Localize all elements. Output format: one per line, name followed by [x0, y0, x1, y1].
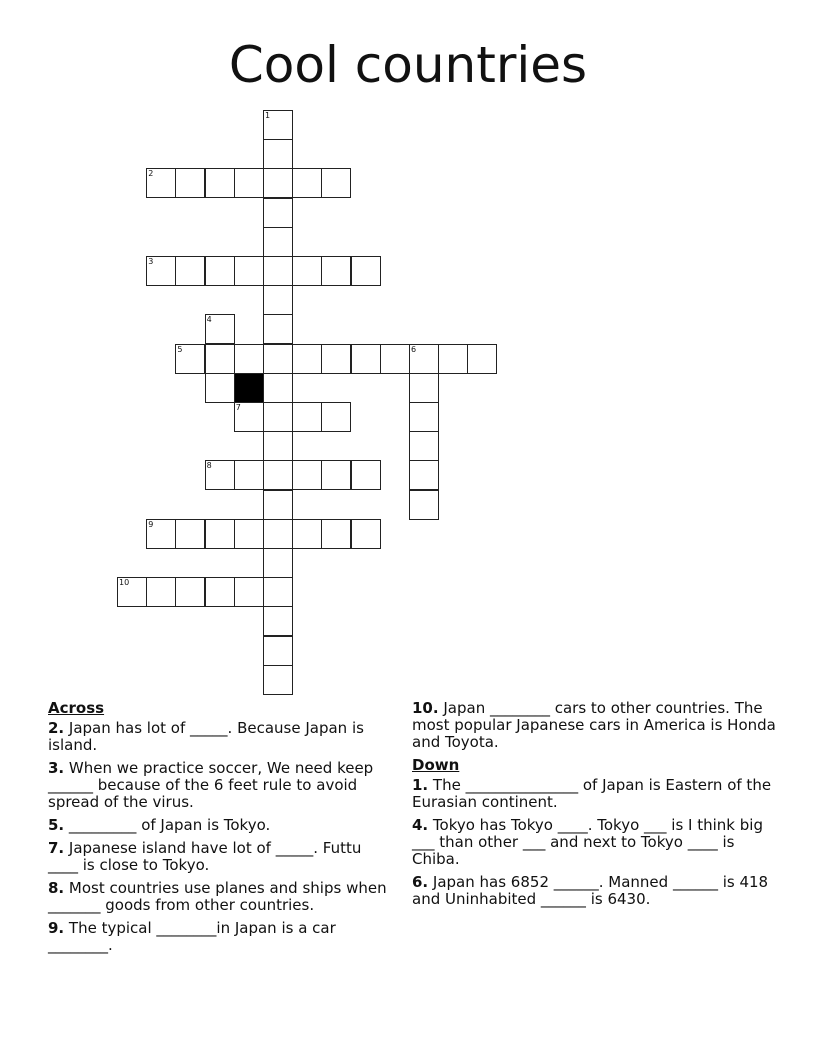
grid-cell[interactable]	[263, 519, 293, 549]
grid-cell[interactable]	[409, 431, 439, 461]
across-clue-2	[48, 720, 393, 754]
grid-cell[interactable]	[409, 373, 439, 403]
grid-cell[interactable]	[234, 344, 264, 374]
grid-cell[interactable]	[409, 460, 439, 490]
clue-number: 8.	[48, 879, 65, 897]
clue-text: Tokyo has Tokyo ____. Tokyo ___ is I think big ___ than other ___ and next to Tokyo ____ is Chiba.	[412, 816, 763, 868]
grid-cell[interactable]	[146, 577, 176, 607]
across-clue-8	[48, 880, 393, 914]
grid-cell[interactable]	[351, 519, 381, 549]
clue-text: Most countries use planes and ships when _______ goods from other countries.	[48, 879, 387, 914]
grid-cell[interactable]	[380, 344, 410, 374]
grid-cell[interactable]	[263, 665, 293, 695]
grid-cell[interactable]	[205, 314, 235, 344]
across-clue-7	[48, 840, 393, 874]
grid-cell[interactable]	[321, 256, 351, 286]
grid-cell[interactable]	[234, 256, 264, 286]
clue-number-label: 6	[411, 344, 417, 354]
grid-cell[interactable]	[321, 344, 351, 374]
grid-cell[interactable]	[205, 519, 235, 549]
grid-cell[interactable]	[263, 285, 293, 315]
clue-number: 10.	[412, 699, 439, 717]
clue-number: 3.	[48, 759, 65, 777]
down-clue-4	[412, 817, 777, 868]
grid-cell[interactable]	[263, 431, 293, 461]
grid-cell[interactable]	[409, 490, 439, 520]
grid-cell[interactable]	[263, 256, 293, 286]
clue-number-label: 5	[177, 344, 183, 354]
across-clue-3	[48, 760, 393, 811]
clue-number: 5.	[48, 816, 65, 834]
grid-cell[interactable]	[321, 168, 351, 198]
grid-cell[interactable]	[263, 577, 293, 607]
clue-number-label: 4	[206, 315, 212, 325]
grid-cell[interactable]	[205, 460, 235, 490]
grid-cell[interactable]	[292, 460, 322, 490]
grid-cell[interactable]	[321, 519, 351, 549]
clue-number: 4.	[412, 816, 429, 834]
clue-text: The typical ________in Japan is a car ________.	[48, 919, 336, 954]
grid-cell[interactable]	[351, 256, 381, 286]
puzzle-title: Cool countries	[228, 36, 588, 94]
clue-number-label: 3	[148, 257, 154, 266]
grid-cell[interactable]	[263, 490, 293, 520]
clue-text: _________ of Japan is Tokyo.	[68, 816, 271, 834]
grid-cell[interactable]	[117, 577, 147, 607]
grid-cell[interactable]	[438, 344, 468, 374]
grid-cell[interactable]	[263, 139, 293, 169]
grid-cell[interactable]	[234, 519, 264, 549]
down-clue-6	[412, 874, 777, 908]
clue-number: 1.	[412, 776, 429, 794]
clue-text: Japanese island have lot of _____. Futtu ____ is close to Tokyo.	[48, 839, 362, 874]
grid-cell[interactable]	[292, 402, 322, 432]
grid-cell[interactable]	[292, 344, 322, 374]
grid-cell[interactable]	[263, 344, 293, 374]
grid-cell[interactable]	[292, 256, 322, 286]
clue-number-label: 9	[148, 519, 154, 529]
grid-cell[interactable]	[467, 344, 497, 374]
grid-cell[interactable]	[146, 256, 176, 286]
grid-cell[interactable]	[234, 460, 264, 490]
clue-number-label: 7	[235, 403, 241, 412]
clue-number-label: 1	[265, 111, 271, 120]
grid-cell[interactable]	[263, 198, 293, 228]
grid-cell[interactable]	[351, 344, 381, 374]
clue-number-label: 2	[148, 169, 154, 179]
grid-cell[interactable]	[409, 402, 439, 432]
grid-cell[interactable]	[175, 577, 205, 607]
blocked-cell	[234, 373, 264, 403]
clue-text: Japan has lot of _____. Because Japan is island.	[48, 719, 364, 754]
grid-cell[interactable]	[205, 373, 235, 403]
grid-cell[interactable]	[263, 227, 293, 257]
clue-number-label: 8	[206, 461, 212, 471]
grid-cell[interactable]	[321, 460, 351, 490]
grid-cell[interactable]	[263, 373, 293, 403]
grid-cell[interactable]	[321, 402, 351, 432]
down-clue-1	[412, 777, 777, 811]
clues-right-column	[412, 700, 777, 914]
clue-number: 9.	[48, 919, 65, 937]
across-clue-5	[48, 817, 393, 834]
clue-number: 7.	[48, 839, 65, 857]
across-clue-9	[48, 920, 393, 954]
across-heading: Across	[48, 699, 105, 717]
grid-cell[interactable]	[205, 168, 235, 198]
grid-cell[interactable]	[175, 256, 205, 286]
grid-cell[interactable]	[263, 636, 293, 666]
grid-cell[interactable]	[234, 168, 264, 198]
grid-cell[interactable]	[351, 460, 381, 490]
clue-text: When we practice soccer, We need keep ______ because of the 6 feet rule to avoid spread of the virus.	[48, 759, 374, 811]
grid-cell[interactable]	[263, 460, 293, 490]
grid-cell[interactable]	[263, 314, 293, 344]
clues-left-column	[48, 700, 393, 960]
clue-text: The _______________ of Japan is Eastern of the Eurasian continent.	[412, 776, 772, 811]
clue-number-label: 10	[119, 578, 130, 588]
grid-cell[interactable]	[409, 344, 439, 374]
grid-cell[interactable]	[146, 168, 176, 198]
clue-text: Japan has 6852 ______. Manned ______ is 418 and Uninhabited ______ is 6430.	[412, 873, 769, 908]
clue-number: 2.	[48, 719, 65, 737]
grid-cell[interactable]	[263, 548, 293, 578]
clue-text: Japan ________ cars to other countries. The most popular Japanese cars in America is Honda and Toyota.	[412, 699, 776, 751]
across-clue-10	[412, 700, 777, 751]
grid-cell[interactable]	[205, 577, 235, 607]
grid-cell[interactable]	[234, 402, 264, 432]
grid-cell[interactable]	[146, 519, 176, 549]
clue-number: 6.	[412, 873, 429, 891]
grid-cell[interactable]	[175, 344, 205, 374]
grid-cell[interactable]	[292, 168, 322, 198]
grid-cell[interactable]	[205, 256, 235, 286]
grid-cell[interactable]	[263, 606, 293, 636]
grid-cell[interactable]	[205, 344, 235, 374]
grid-cell[interactable]	[263, 168, 293, 198]
grid-cell[interactable]	[263, 110, 293, 140]
grid-cell[interactable]	[234, 577, 264, 607]
grid-cell[interactable]	[263, 402, 293, 432]
grid-cell[interactable]	[292, 519, 322, 549]
grid-cell[interactable]	[175, 519, 205, 549]
grid-cell[interactable]	[175, 168, 205, 198]
down-heading: Down	[412, 756, 460, 774]
